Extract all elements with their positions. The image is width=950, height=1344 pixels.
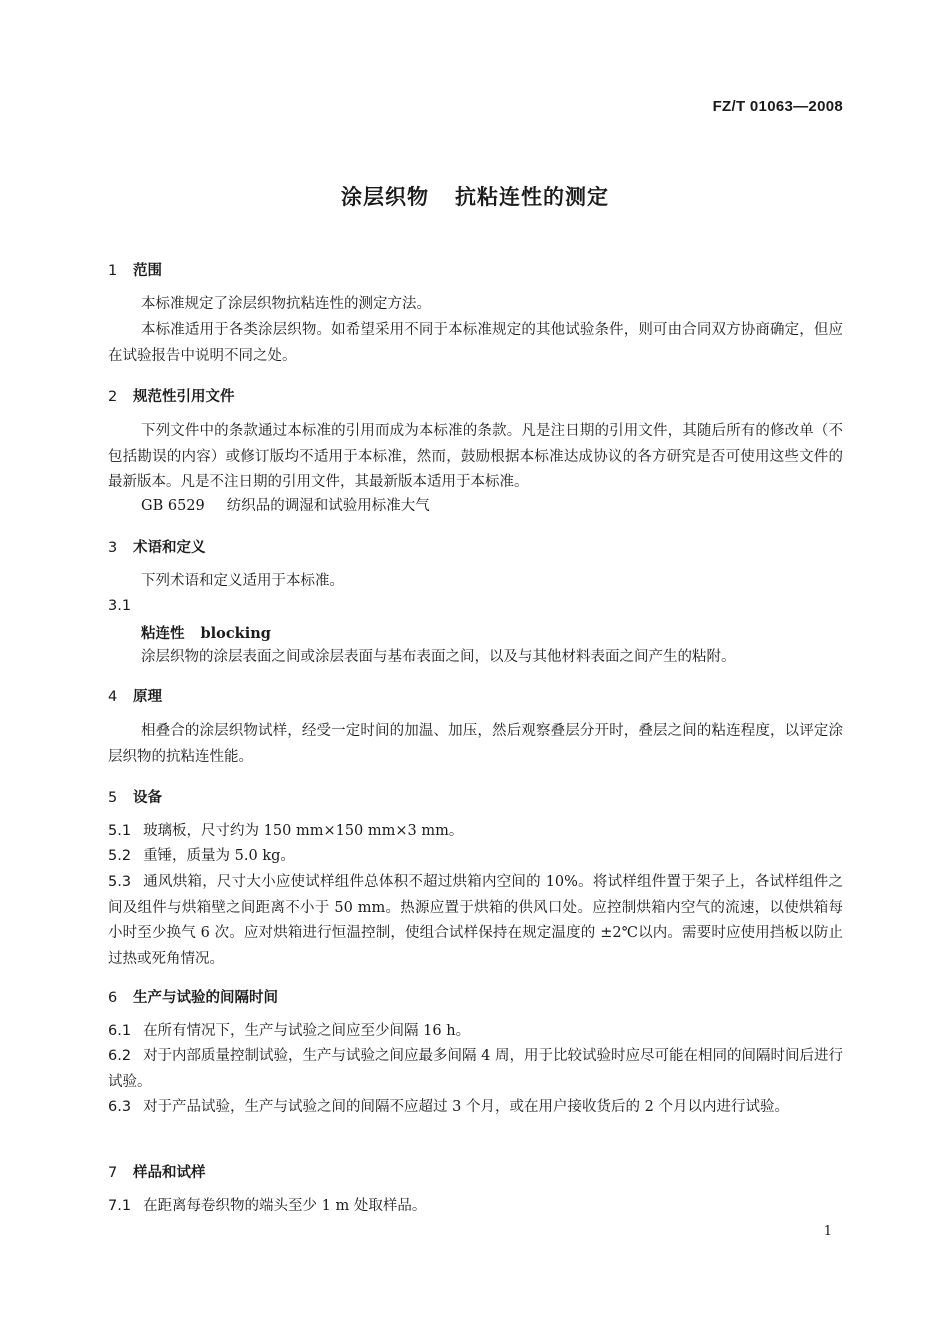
item-5-2: 5.2 重锤，质量为 5.0 kg。 <box>108 848 295 864</box>
section-2-para-1: 下列文件中的条款通过本标准的引用而成为本标准的条款。凡是注日期的引用文件，其随后所有的修改单（不包括勘误的内容）或修订版均不适用于本标准，然而，鼓励根据本标准达成协议的各方研究是否可使用这些文件的最新版本。凡是不注日期的引用文件，其最新版本适用于本标准。 <box>108 423 843 490</box>
page-number: 1 <box>823 1224 832 1239</box>
section-1-para-1: 本标准规定了涂层织物抗粘连性的测定方法。 <box>141 296 431 312</box>
term-chinese: 粘连性 <box>141 626 185 642</box>
normative-reference <box>141 494 876 520</box>
item-5-1: 5.1 玻璃板，尺寸约为 150 mm×150 mm×3 mm。 <box>108 823 464 839</box>
term-english: blocking <box>200 625 271 642</box>
item-6-2: 6.2 对于内部质量控制试验，生产与试验之间应最多间隔 4 周，用于比较试验时应尽可能在相同的间隔时间后进行试验。 <box>108 1048 844 1090</box>
section-2-heading: 2 规范性引用文件 <box>108 389 235 405</box>
term-definition: 涂层织物的涂层表面之间或涂层表面与基布表面之间，以及与其他材料表面之间产生的粘附。 <box>141 649 736 665</box>
section-6-heading: 6 生产与试验的间隔时间 <box>108 990 278 1006</box>
reference-title: 纺织品的调湿和试验用标准大气 <box>226 498 430 514</box>
document-title <box>0 181 950 211</box>
item-6-1: 6.1 在所有情况下，生产与试验之间应至少间隔 16 h。 <box>108 1023 471 1039</box>
section-7-heading: 7 样品和试样 <box>108 1165 206 1181</box>
section-4-heading: 4 原理 <box>108 689 162 705</box>
term-entry <box>141 622 271 643</box>
section-3-para-1: 下列术语和定义适用于本标准。 <box>141 573 344 589</box>
title-part-2: 抗粘连性的测定 <box>455 185 609 209</box>
section-4-para-1: 相叠合的涂层织物试样，经受一定时间的加温、加压，然后观察叠层分开时，叠层之间的粘连程度，以评定涂层织物的抗粘连性能。 <box>108 723 843 765</box>
subclause-3-1-number: 3.1 <box>108 598 132 614</box>
standard-code: FZ/T 01063—2008 <box>712 98 843 115</box>
section-1-para-2: 本标准适用于各类涂层织物。如希望采用不同于本标准规定的其他试验条件，则可由合同双方协商确定，但应在试验报告中说明不同之处。 <box>108 322 843 364</box>
section-5-heading: 5 设备 <box>108 790 162 806</box>
title-part-1: 涂层织物 <box>341 185 429 209</box>
item-6-3: 6.3 对于产品试验，生产与试验之间的间隔不应超过 3 个月，或在用户接收货后的 2 个月以内进行试验。 <box>108 1099 789 1115</box>
section-1-heading: 1 范围 <box>108 263 162 279</box>
reference-code: GB 6529 <box>141 498 205 514</box>
section-3-heading: 3 术语和定义 <box>108 540 206 556</box>
item-7-1: 7.1 在距离每卷织物的端头至少 1 m 处取样品。 <box>108 1198 427 1214</box>
item-5-3: 5.3 通风烘箱，尺寸大小应使试样组件总体积不超过烘箱内空间的 10%。将试样组件置于架子上，各试样组件之间及组件与烘箱壁之间距离不小于 50 mm。热源应置于烘箱的供风口处。应控制烘箱内空气的流速，以使烘箱每小时至少换气 6 次。应对烘箱进行恒温控制，使组合试样保持在规定温度的 ±2℃以内。需要时应使用挡板以防止过热或死角情况。 <box>108 874 843 967</box>
